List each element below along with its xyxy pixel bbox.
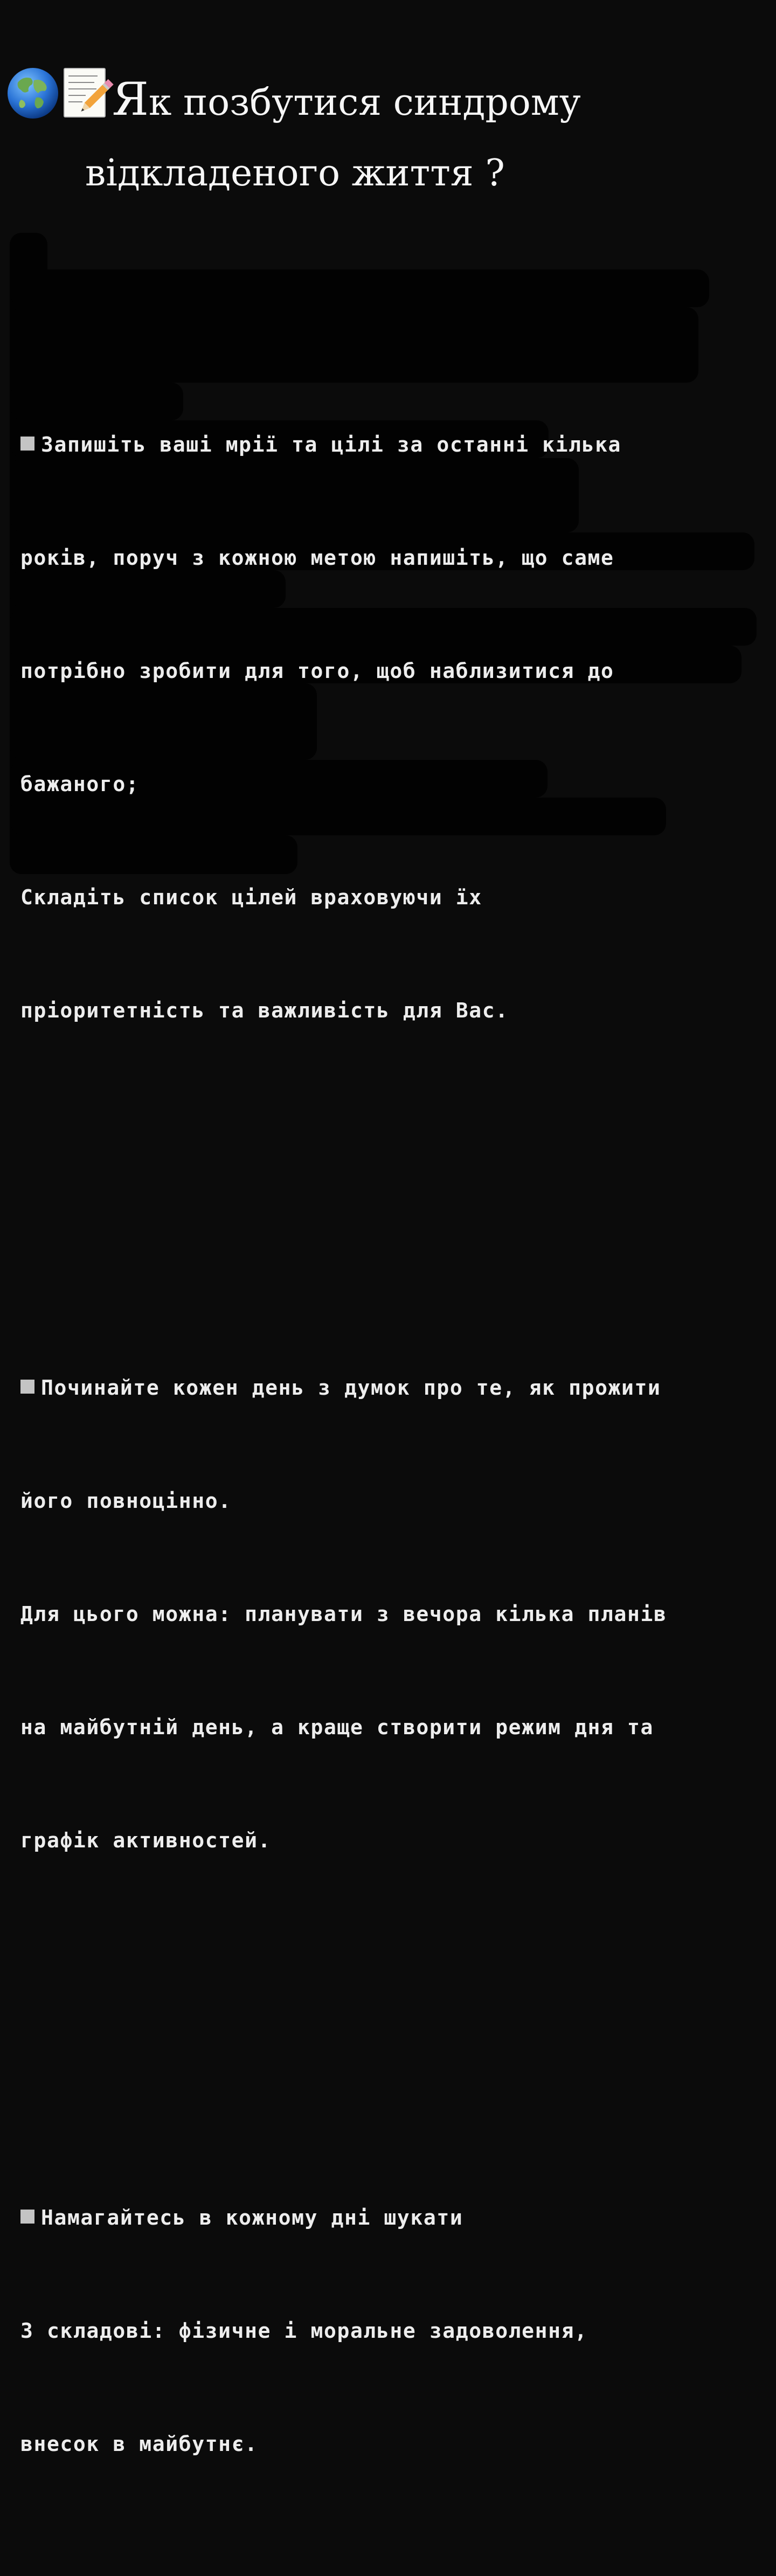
text-line: потрібно зробити для того, щоб наблизитися до bbox=[20, 659, 614, 683]
section-3 bbox=[20, 2123, 667, 2538]
text-line: бажаного; bbox=[20, 772, 140, 796]
title-icons bbox=[6, 66, 112, 120]
section-spacer bbox=[20, 2010, 667, 2048]
title-rest: к позбутися синдрому bbox=[148, 81, 581, 124]
text-line: 3 складові: фізичне і моральне задоволення, bbox=[20, 2319, 588, 2343]
globe-icon bbox=[6, 66, 60, 120]
text-line: внесок в майбутнє. bbox=[20, 2432, 258, 2456]
text-line: Складіть список цілей враховуючи їх bbox=[20, 885, 482, 909]
text-line: пріоритетність та важливість для Вас. bbox=[20, 999, 509, 1022]
title-first-letter: Я bbox=[112, 73, 149, 126]
section-2 bbox=[20, 1293, 667, 1935]
text-line: Запишіть ваші мрії та цілі за останні кілька bbox=[20, 426, 667, 463]
text-line: на майбутній день, а краще створити режим дня та bbox=[20, 1715, 654, 1739]
square-bullet-icon bbox=[20, 2210, 34, 2224]
text-line: років, поруч з кожною метою напишіть, що саме bbox=[20, 546, 614, 570]
square-bullet-icon bbox=[20, 437, 34, 451]
square-bullet-icon bbox=[20, 1380, 34, 1394]
body-text bbox=[20, 275, 667, 2576]
section-1 bbox=[20, 350, 667, 1105]
text-line: Намагайтесь в кожному дні шукати bbox=[20, 2199, 667, 2236]
page-title-line-1 bbox=[112, 73, 581, 126]
text-line: графік активностей. bbox=[20, 1829, 272, 1852]
section-spacer bbox=[20, 1180, 667, 1218]
memo-icon bbox=[62, 66, 112, 120]
text-line: Починайте кожен день з думок про те, як прожити bbox=[20, 1369, 667, 1407]
page-title-line-2: відкладеного життя ? bbox=[85, 152, 505, 195]
text-line: Для цього можна: планувати з вечора кілька планів bbox=[20, 1602, 667, 1626]
text-line: його повноцінно. bbox=[20, 1489, 232, 1513]
